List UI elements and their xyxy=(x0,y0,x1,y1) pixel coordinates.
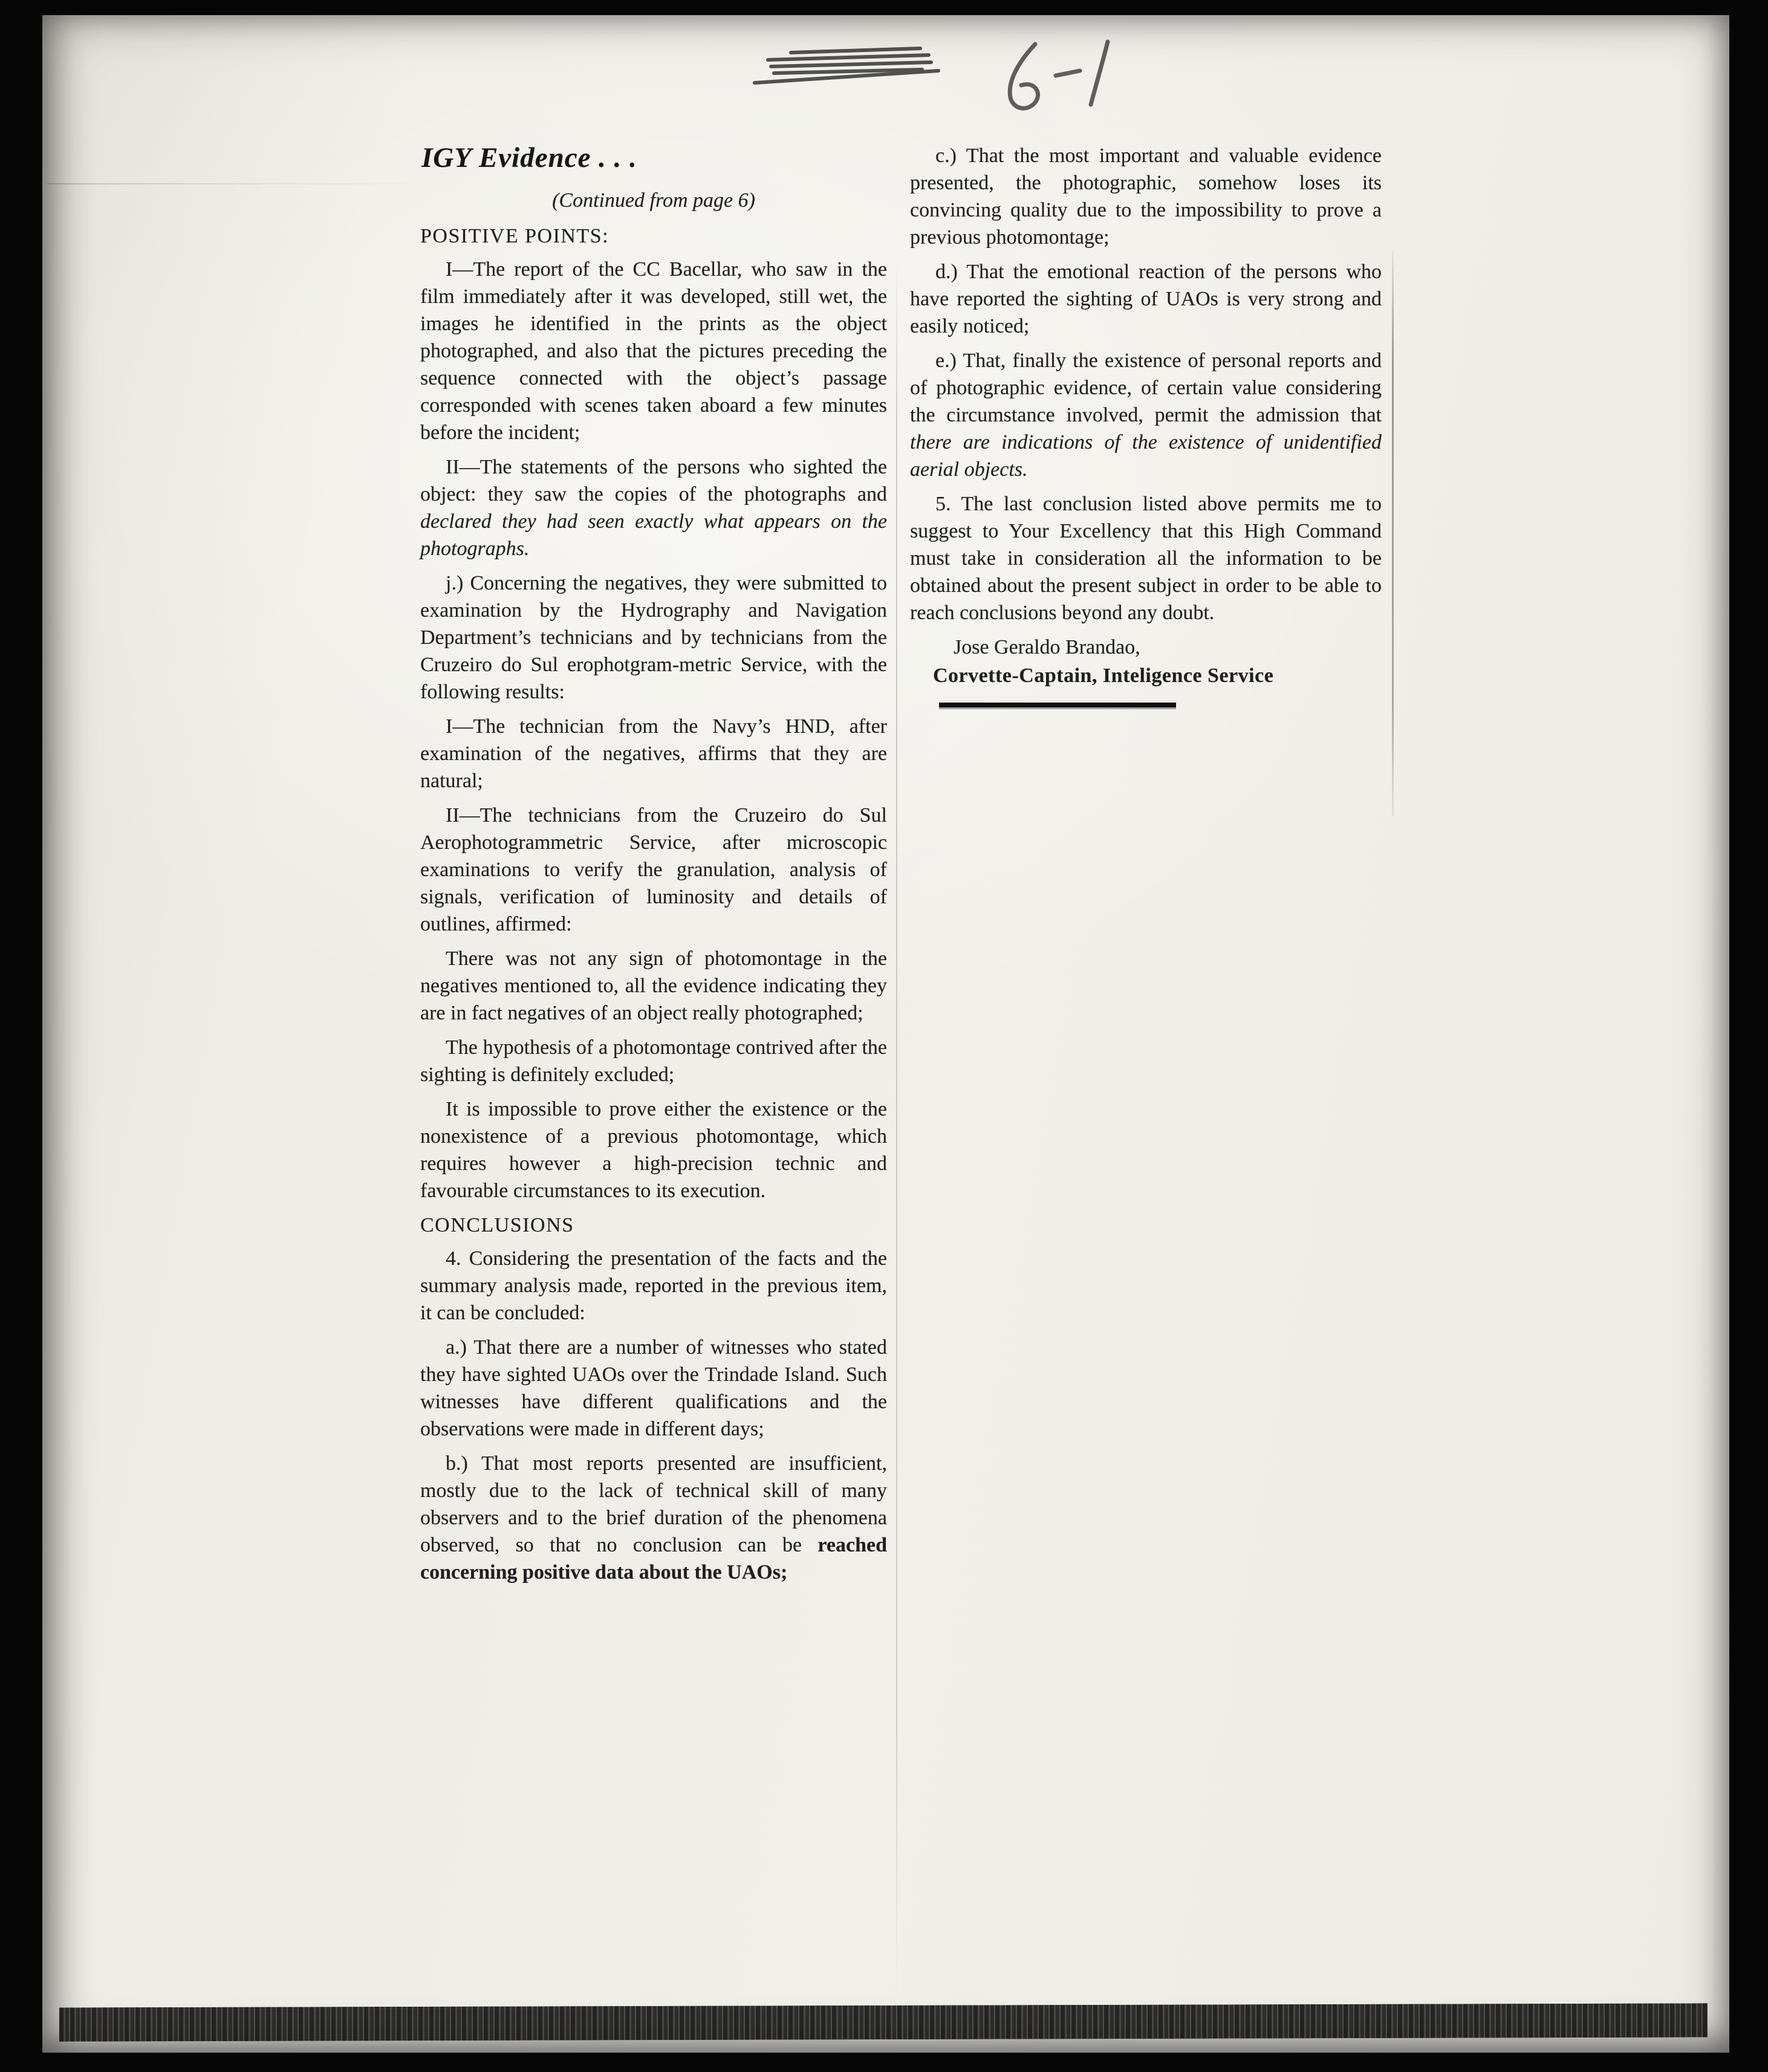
paragraph-technicians-cruzeiro: II—The technicians from the Cruzeiro do Sul Aerophotogrammetric Service, after microscopic examinations to verify the granulation, analysis of signals, verification of luminosity and details of outlines, affirmed: xyxy=(420,804,887,935)
scanned-page xyxy=(42,15,1729,2053)
paragraph-impossible-to-prove: It is impossible to prove either the existence or the nonexistence of a previous photomontage, which requires however a high-precision technic and favourable circumstances to its execution. xyxy=(420,1098,887,1202)
paragraph-conclusion-5: 5. The last conclusion listed above permits me to suggest to Your Excellency that this High Command must take in consideration all the information to be obtained about the present subject in order to be able to reach conclusions beyond any doubt. xyxy=(910,493,1382,624)
scribble-strikeout-icon xyxy=(755,48,938,83)
signature-name: Jose Geraldo Brandao, xyxy=(954,636,1140,658)
paragraph-hypothesis-excluded: The hypothesis of a photomontage contrived after the sighting is definitely excluded; xyxy=(420,1036,887,1086)
paragraph-report-bacellar: I—The report of the CC Bacellar, who saw in the film immediately after it was developed, still wet, the images he identified in the prints as the object photographed, and also that the pictures preceding the sequence connected with the object’s passage corresponded with scenes taken aboard a few minutes before the incident; xyxy=(420,258,887,444)
signature-rule xyxy=(939,703,1176,707)
continued-note: (Continued from page 6) xyxy=(552,189,755,212)
section-heading-conclusions: CONCLUSIONS xyxy=(420,1214,574,1236)
section-heading-positive-points: POSITIVE POINTS: xyxy=(420,225,609,247)
paragraph-negatives: j.) Concerning the negatives, they were submitted to examination by the Hydrography and Navigation Department’s technicians and by technicians from the Cruzeiro do Sul erophotgram-metric Service, with the following results: xyxy=(420,572,887,703)
paragraph-conclusion-4: 4. Considering the presentation of the facts and the summary analysis made, reported in the previous item, it can be concluded: xyxy=(420,1247,887,1324)
paragraph-conclusion-b: b.) That most reports presented are insufficient, mostly due to the lack of technical skill of many observers and to the brief duration of the phenomena observed, so that no conclusion can be reached concerning positive data about the UAOs; xyxy=(420,1452,887,1583)
article-title: IGY Evidence . . . xyxy=(421,142,637,174)
paragraph-technician-hnd: I—The technician from the Navy’s HND, after examination of the negatives, affirms that they are natural; xyxy=(420,715,887,792)
paragraph-conclusion-c: c.) That the most important and valuable evidence presented, the photographic, somehow loses its convincing quality due to the impossibility to prove a previous photomontage; xyxy=(910,145,1382,248)
scan-bottom-band xyxy=(59,2003,1708,2041)
paragraph-conclusion-a: a.) That there are a number of witnesses who stated they have sighted UAOs over the Trindade Island. Such witnesses have different qualifications and the observations were made in different days; xyxy=(420,1336,887,1440)
paper-crease xyxy=(47,183,434,184)
paragraph-conclusion-d: d.) That the emotional reaction of the persons who have reported the sighting of UAOs is very strong and easily noticed; xyxy=(910,261,1382,337)
paragraph-conclusion-e: e.) That, finally the existence of personal reports and of photographic evidence, of certain value considering the circumstance involved, permit the admission that there are indications of the existence of unidentified aerial objects. xyxy=(910,349,1382,481)
paragraph-statements: II—The statements of the persons who sighted the object: they saw the copies of the photographs and declared they had seen exactly what appears on the photographs. xyxy=(420,456,887,560)
article-column-right xyxy=(910,142,1382,707)
article-column-left xyxy=(420,142,887,1593)
column-divider-line xyxy=(896,257,897,2004)
signature-rank: Corvette-Captain, Inteligence Service xyxy=(933,664,1274,687)
clipping-edge-line xyxy=(1392,251,1394,816)
handwritten-6-1-icon xyxy=(1010,42,1108,108)
paragraph-no-photomontage: There was not any sign of photomontage in the negatives mentioned to, all the evidence indicating they are in fact negatives of an object really photographed; xyxy=(420,947,887,1024)
